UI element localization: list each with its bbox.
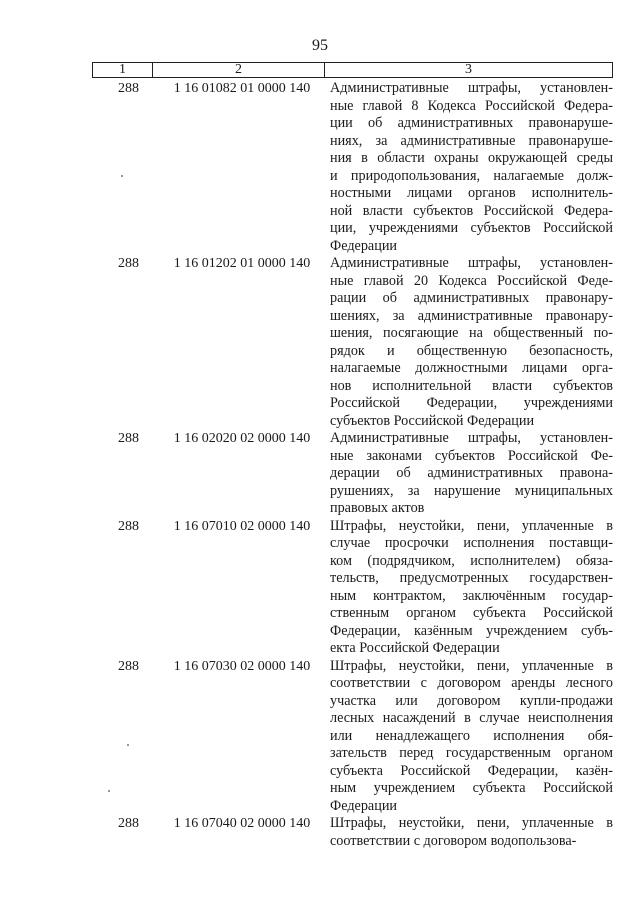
table-row [92,518,613,658]
table-row [92,255,613,430]
admin-code-cell [92,80,152,255]
scan-speck [108,790,110,792]
description-line: шения, посягающие на общественный по- [330,325,613,341]
description-line: Федерации [330,237,398,254]
description-line: шениях, за административные правонару- [330,307,613,324]
description-line: рядок и общественную безопасность, [330,342,613,359]
description-line: тельств, предусмотренных государствен- [330,570,613,586]
page-number: 95 [312,37,328,54]
admin-code: 288 [118,431,139,446]
admin-code: 288 [118,518,139,534]
admin-code-cell [92,658,152,816]
scan-speck [127,744,129,746]
description-line: ния в области охраны окружающей среды [330,150,613,166]
revenue-description [330,430,613,518]
admin-code-cell [92,430,152,518]
description-line: ные законами субъектов Российской Фе- [330,447,613,464]
description-line: случае просрочки исполнения поставщи- [330,535,613,551]
description-line: Штрафы, неустойки, пени, уплаченные в [330,517,613,534]
description-line: субъекта Российской Федерации, казён- [330,762,613,779]
budget-classification-code: 1 16 01202 01 0000 140 [173,256,311,271]
description-line: правовых актов [330,500,425,516]
admin-code-cell [92,815,152,850]
description-line: дерации об административных правона- [330,465,613,481]
description-line: екта Российской Федерации [330,640,500,656]
description-line: ции, учреждениями субъектов Российской [330,220,613,236]
description-line: соответствии с договором водопользова- [330,832,577,849]
admin-code-cell [92,255,152,430]
header-col-2: 2 [153,63,325,77]
budget-classification-code: 1 16 07030 02 0000 140 [173,658,311,674]
description-line: Штрафы, неустойки, пени, уплаченные в [330,657,613,674]
table-row [92,815,613,850]
description-line: лесных насаждений в случае неисполнения [330,710,613,726]
description-line: и природопользования, налагаемые долж- [330,167,613,184]
description-line: зательств перед государственным органом [330,745,613,761]
description-line: Федерации, казённым учреждением субъ- [330,622,613,639]
admin-code: 288 [118,256,139,271]
budget-classification-code: 1 16 07040 02 0000 140 [173,816,311,831]
description-line: налагаемые должностными лицами орга- [330,360,613,376]
revenue-description [330,658,613,816]
description-line: ции об административных правонаруше- [330,115,613,131]
description-line: соответствии с договором аренды лесного [330,675,613,691]
description-line: ной власти субъектов Российской Федера- [330,202,613,219]
header-col-3: 3 [465,62,472,77]
description-line: Федерации [330,797,398,814]
description-line: или ненадлежащего исполнения обя- [330,727,613,744]
description-line: ниях, за административные правонаруше- [330,132,613,149]
description-line: ные главой 20 Кодекса Российской Феде- [330,272,613,289]
table-body [92,80,613,850]
table-row [92,430,613,518]
revenue-description [330,255,613,430]
table-row [92,80,613,255]
description-line: Российской Федерации, учреждениями [330,395,613,411]
admin-code: 288 [118,81,139,96]
description-line: ственным органом субъекта Российской [330,605,613,621]
description-line: ные главой 8 Кодекса Российской Федера- [330,97,613,114]
admin-code-cell [92,518,152,658]
description-line: Административные штрафы, установлен- [330,430,613,446]
header-col-1: 1 [93,63,153,77]
budget-classification-code: 1 16 01082 01 0000 140 [173,81,311,96]
description-line: рушениях, за нарушение муниципальных [330,482,613,499]
revenue-description [330,815,613,850]
table-header-row [92,62,613,78]
description-line: Административные штрафы, установлен- [330,80,613,96]
description-line: участка или договором купли-продажи [330,692,613,709]
budget-classification-code: 1 16 07010 02 0000 140 [173,518,311,534]
admin-code: 288 [118,816,139,831]
description-line: ным учреждением субъекта Российской [330,780,613,796]
table-row [92,658,613,816]
description-line: ным контрактом, заключённым государ- [330,587,613,604]
description-line: Штрафы, неустойки, пени, уплаченные в [330,815,613,831]
description-line: нов исполнительной власти субъектов [330,377,613,394]
description-line: субъектов Российской Федерации [330,412,535,429]
description-line: ностными лицами органов исполнитель- [330,185,613,201]
revenue-description [330,80,613,255]
scan-speck [121,175,123,177]
description-line: ком (подрядчиком, исполнителем) обяза- [330,552,613,569]
description-line: Административные штрафы, установлен- [330,255,613,271]
budget-classification-code: 1 16 02020 02 0000 140 [173,431,311,446]
admin-code: 288 [118,658,139,674]
description-line: рации об административных правонару- [330,290,613,306]
revenue-description [330,518,613,658]
